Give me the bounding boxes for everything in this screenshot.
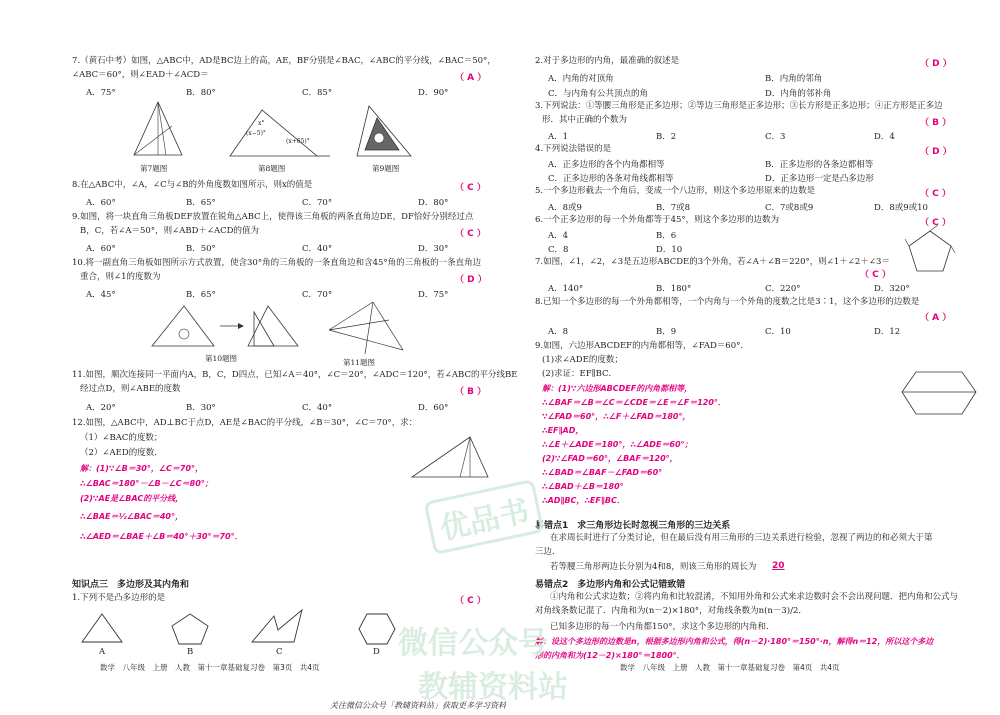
q11-opt-a: A．20° — [86, 403, 116, 413]
q8-opt-d: D．80° — [418, 198, 449, 208]
watermark-wechat: 微信公众号 — [398, 626, 548, 661]
r-q4-opt-c: C．正多边形的各条对角线都相等 — [548, 174, 674, 184]
shape-d-hexagon — [357, 612, 397, 646]
q8-opt-a: A．60° — [86, 198, 116, 208]
q12-solution-5: ∴∠AED＝∠BAE＋∠B＝40°＋30°＝70°． — [80, 532, 243, 541]
r-q8-opt-c: C．10 — [765, 327, 791, 337]
r-q3-opt-b: B．2 — [656, 132, 677, 142]
q8-opt-c: C．70° — [302, 198, 333, 208]
right-footer: 数学 八年级 上册 人教 第十一章基础复习卷 第4页 共4页 — [620, 663, 840, 672]
r-q6-line1: 6.一个正多边形的每一个外角都等于45°，则这个多边形的边数为 — [535, 215, 780, 225]
bottom-note: 关注微信公众号「教辅资料站」获取更多学习资料 — [330, 701, 506, 710]
r-q8-opt-d: D．12 — [874, 327, 901, 337]
q9-opt-a: A．60° — [86, 244, 116, 254]
shape-b-pentagon — [170, 612, 210, 646]
right-page — [500, 0, 1000, 715]
r-q5-answer: （ C ） — [920, 189, 951, 199]
q10-answer: （ D ） — [455, 275, 487, 285]
q10-line2: 重合，则∠1的度数为 — [80, 272, 161, 282]
q12-line1: 12.如图，△ABC中，AD⊥BC于点D，AE是∠BAC的平分线，∠B＝30°，∠C＝70°，求： — [72, 418, 418, 428]
r-q9-solution-6: (2)∵∠FAD＝60°，∠BAF＝120°， — [542, 454, 678, 463]
q9-answer: （ C ） — [455, 229, 486, 239]
l-q1-answer: （ C ） — [455, 596, 486, 606]
fig8-label-c: x° — [258, 120, 265, 127]
error-point-1-line3: 若等腰三角形两边长分别为4和8，则该三角形的周长为 — [550, 562, 757, 572]
q9-opt-d: D．30° — [418, 244, 449, 254]
error-point-2-line1: ①内角和公式求边数；②将内角和比较混淆，不知用外角和公式来求边数时会不会出现问题．把内角和公式与 — [550, 592, 959, 602]
r-q2-opt-b: B．内角的邻角 — [765, 74, 823, 84]
r-q7-line1: 7.如图，∠1，∠2，∠3是五边形ABCDE的3个外角，若∠A＋∠B＝220°，则∠1＋∠2＋∠3＝ — [535, 257, 890, 267]
q7-answer: （ A ） — [455, 73, 487, 83]
r-q6-opt-b: B．6 — [656, 231, 677, 241]
r-q3-answer: （ B ） — [920, 118, 952, 128]
fig7-triangle-diagram — [130, 100, 190, 160]
q7-opt-d: D．90° — [418, 88, 449, 98]
r-q8-line1: 8.已知一个多边形的每一个外角都相等，一个内角与一个外角的度数之比是3∶1，这个多边形的边数是 — [535, 297, 920, 307]
r-q4-opt-a: A．正多边形的各个内角都相等 — [548, 160, 665, 170]
q7-line2: ∠ABC＝60°，则∠EAD＋∠ACD＝ — [72, 70, 209, 80]
error-point-1-line2: 三边． — [535, 547, 561, 557]
r-q7-opt-d: D．320° — [874, 284, 910, 294]
q10-opt-d: D．75° — [418, 290, 449, 300]
r-q7-opt-b: B．180° — [656, 284, 692, 294]
r-q6-answer: （ C ） — [920, 218, 951, 228]
error-point-2-solution-2: 形的内角和为(12－2)×180°＝1800°． — [535, 651, 685, 660]
r-q9-solution-1: 解：(1)∵六边形ABCDEF的内角都相等， — [542, 384, 693, 393]
shape-b-label: B — [187, 647, 194, 657]
r-q9-line2: (1)求∠ADE的度数； — [542, 355, 623, 365]
q9-opt-c: C．40° — [302, 244, 333, 254]
r-q6-opt-c: C．8 — [548, 245, 569, 255]
hexagon-abcdef-diagram — [900, 368, 980, 418]
r-q9-solution-5: ∴∠E＋∠ADE＝180°，∴∠ADE＝60°； — [542, 440, 693, 449]
error-point-2-title: 易错点2 多边形内角和公式记错致错 — [535, 580, 686, 590]
shape-d-label: D — [373, 647, 380, 657]
section-heading-polygons: 知识点三 多边形及其内角和 — [72, 580, 190, 590]
fig9-triangle-diagram — [355, 104, 415, 160]
q9-line2: B，C，若∠A＝50°，则∠ABD＋∠ACD的值为 — [80, 226, 259, 236]
q11-answer: （ B ） — [455, 387, 487, 397]
pentagon-abcde-diagram — [905, 225, 955, 277]
r-q3-line2: 形．其中正确的个数为 — [542, 115, 628, 125]
l-q1-line1: 1.下列不是凸多边形的是 — [72, 593, 166, 603]
r-q3-opt-c: C．3 — [765, 132, 786, 142]
r-q9-solution-2: ∴∠BAF＝∠B＝∠C＝∠CDE＝∠E＝∠F＝120°． — [542, 398, 726, 407]
r-q5-opt-a: A．8或9 — [548, 203, 582, 213]
r-q2-opt-a: A．内角的对顶角 — [548, 74, 614, 84]
r-q2-answer: （ D ） — [920, 59, 952, 69]
shape-a-triangle — [80, 612, 124, 644]
fig10-caption: 第10题图 — [205, 354, 238, 363]
r-q8-opt-b: B．9 — [656, 327, 677, 337]
r-q5-opt-d: D．8或9或10 — [874, 203, 928, 213]
r-q2-line1: 2.对于多边形的内角，最准确的叙述是 — [535, 56, 680, 66]
fig12-triangle-diagram — [410, 435, 490, 480]
watermark-jiaofu: 教辅资料站 — [418, 670, 568, 705]
error-point-2-line2: 对角线条数记混了．内角和为(n－2)×180°，对角线条数为n(n－3)/2． — [535, 606, 807, 616]
error-point-1-line1: 在求周长时进行了分类讨论，但在最后没有用三角形的三边关系进行检验，忽视了两边的和必须大于第 — [550, 533, 933, 543]
q12-line3: （2）∠AED的度数． — [80, 448, 163, 458]
error-point-2-solution-1: 解：设这个多边形的边数是n，根据多边形内角和公式，得(n－2)·180°＝150°·n，解得n＝12，所以这个多边 — [535, 637, 934, 646]
q11-opt-c: C．40° — [302, 403, 333, 413]
fig7-caption: 第7题图 — [140, 164, 168, 173]
r-q4-answer: （ D ） — [920, 147, 952, 157]
r-q5-line1: 5.一个多边形截去一个角后，变成一个八边形，则这个多边形原来的边数是 — [535, 186, 816, 196]
r-q3-opt-d: D．4 — [874, 132, 895, 142]
r-q4-line1: 4.下列说法错误的是 — [535, 144, 612, 154]
error-point-2-line3: 已知多边形的每一个内角都150°，求这个多边形的内角和． — [550, 622, 775, 632]
fig8-triangle-diagram — [222, 108, 332, 158]
error-point-1-answer: 20 — [772, 561, 785, 571]
r-q7-opt-a: A．140° — [548, 284, 584, 294]
watermark-stamp: 优品书 — [424, 479, 545, 555]
q10-opt-a: A．45° — [86, 290, 116, 300]
q11-line1: 11.如图，顺次连接同一平面内A，B，C，D四点，已知∠A＝40°，∠C＝20°，∠ADC＝120°，若∠ABC的平分线BE — [72, 370, 518, 380]
r-q9-solution-9: ∴AD∥BC，∴EF∥BC． — [542, 496, 625, 505]
q7-opt-b: B．80° — [186, 88, 216, 98]
q7-line1: 7.（黄石中考）如图，△ABC中，AD是BC边上的高，AE，BF分别是∠BAC，∠ABC的平分线，∠BAC＝50°， — [72, 56, 496, 66]
fig11-quadrilateral-diagram — [325, 300, 407, 356]
shape-c-concave-polygon — [250, 608, 306, 644]
fig9-caption: 第9题图 — [372, 164, 400, 173]
left-footer: 数学 八年级 上册 人教 第十一章基础复习卷 第3页 共4页 — [100, 663, 320, 672]
q11-line2: 经过点D，则∠ABE的度数 — [80, 384, 181, 394]
r-q9-solution-7: ∴∠BAD＝∠BAF－∠FAD＝60° — [542, 468, 663, 477]
q7-opt-a: A．75° — [86, 88, 116, 98]
r-q3-line1: 3.下列说法：①等腰三角形是正多边形；②等边三角形是正多边形；③长方形是正多边形；④正方形是正多边 — [535, 101, 943, 111]
r-q5-opt-b: B．7或8 — [656, 203, 691, 213]
r-q8-answer: （ A ） — [920, 313, 952, 323]
q9-line1: 9.如图，将一块直角三角板DEF放置在锐角△ABC上，使得该三角板的两条直角边DE，DF恰好分别经过点 — [72, 212, 474, 222]
q10-opt-c: C．70° — [302, 290, 333, 300]
error-point-1-title: 易错点1 求三角形边长时忽视三角形的三边关系 — [535, 521, 731, 531]
q10-line1: 10.将一副直角三角板如图所示方式放置，使含30°角的三角板的一条直角边和含45°角的三角板的一条直角边 — [72, 258, 482, 268]
r-q5-opt-c: C．7或8或9 — [765, 203, 814, 213]
r-q9-solution-3: ∵∠FAD＝60°，∴∠F＋∠FAD＝180°， — [542, 412, 691, 421]
q12-solution-2: ∴∠BAC＝180°－∠B－∠C＝80°； — [80, 479, 213, 488]
q12-solution-3: (2)∵AE是∠BAC的平分线， — [80, 494, 184, 503]
q9-opt-b: B．50° — [186, 244, 216, 254]
q8-line1: 8.在△ABC中，∠A，∠C与∠B的外角度数如图所示，则x的值是 — [72, 180, 313, 190]
fig8-caption: 第8题图 — [258, 164, 286, 173]
fig8-label-b: (x+65)° — [286, 138, 310, 145]
r-q6-opt-d: D．10 — [656, 245, 683, 255]
r-q9-line1: 9.如图，六边形ABCDEF的内角都相等，∠FAD＝60°． — [535, 341, 749, 351]
shape-c-label: C — [276, 647, 283, 657]
q12-solution-1: 解：(1)∵∠B＝30°，∠C＝70°， — [80, 464, 204, 473]
q11-opt-d: D．60° — [418, 403, 449, 413]
fig11-caption: 第11题图 — [343, 358, 376, 367]
r-q8-opt-a: A．8 — [548, 327, 569, 337]
q12-solution-4: ∴∠BAE＝½∠BAC＝40°， — [80, 512, 183, 521]
r-q2-opt-d: D．内角的邻补角 — [765, 89, 832, 99]
r-q7-opt-c: C．220° — [765, 284, 801, 294]
q8-opt-b: B．65° — [186, 198, 216, 208]
fig10-set-squares-diagram — [150, 302, 300, 350]
q11-opt-b: B．30° — [186, 403, 216, 413]
q7-opt-c: C．85° — [302, 88, 333, 98]
r-q3-opt-a: A．1 — [548, 132, 569, 142]
r-q2-opt-c: C．与内角有公共顶点的角 — [548, 89, 649, 99]
shape-a-label: A — [99, 647, 106, 657]
r-q6-opt-a: A．4 — [548, 231, 569, 241]
r-q9-solution-4: ∴EF∥AD， — [542, 426, 584, 435]
r-q4-opt-d: D．正多边形一定是凸多边形 — [765, 174, 874, 184]
q12-line2: （1）∠BAC的度数； — [80, 433, 163, 443]
r-q9-solution-8: ∴∠BAD＋∠B＝180° — [542, 482, 624, 491]
fig8-label-a: (x−5)° — [246, 130, 266, 137]
q8-answer: （ C ） — [455, 183, 486, 193]
q10-opt-b: B．65° — [186, 290, 216, 300]
r-q9-line3: (2)求证：EF∥BC． — [542, 369, 617, 379]
r-q7-answer: （ C ） — [860, 270, 891, 280]
r-q4-opt-b: B．正多边形的各条边都相等 — [765, 160, 874, 170]
